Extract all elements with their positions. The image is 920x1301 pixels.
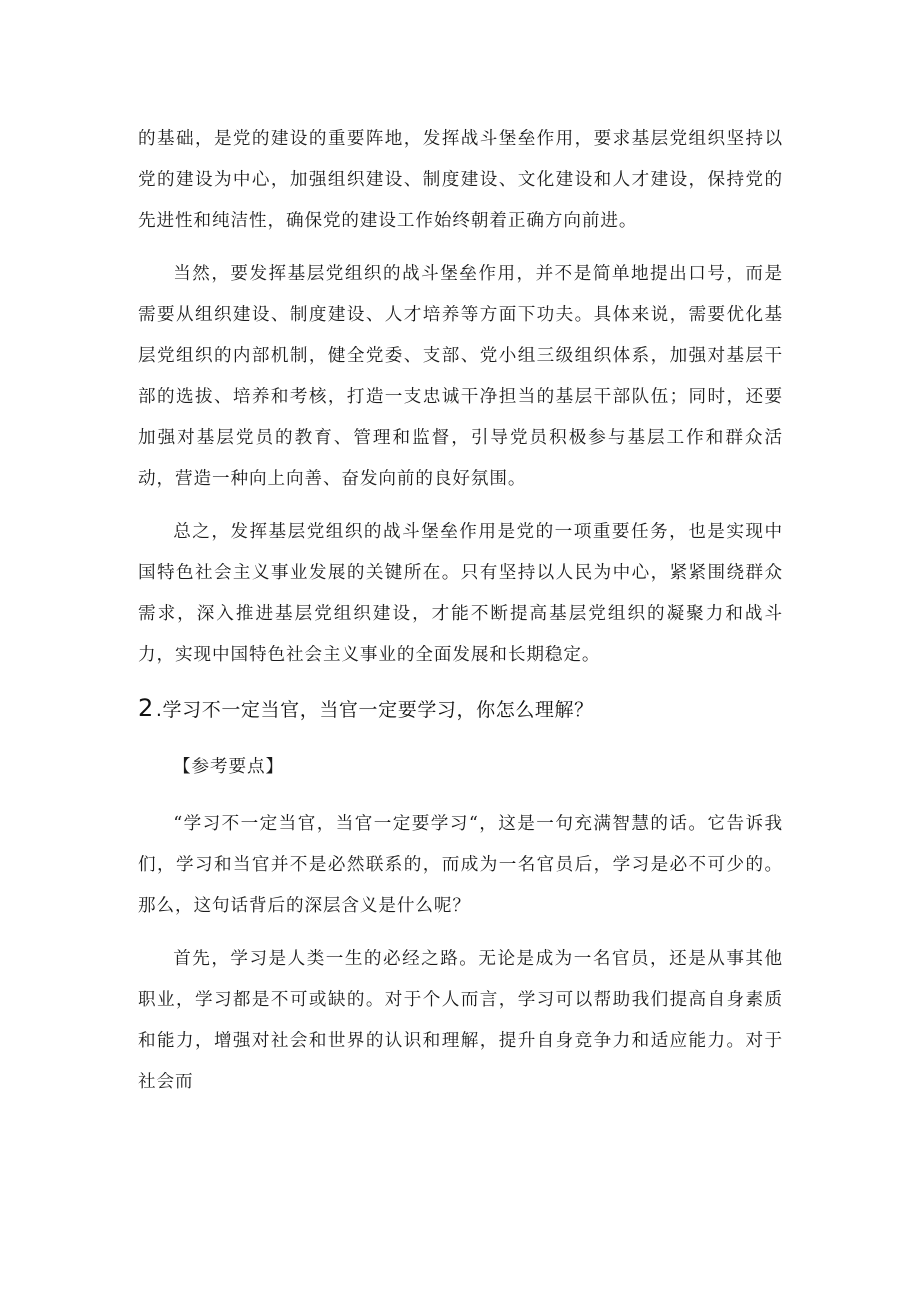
paragraph: 首先，学习是人类一生的必经之路。无论是成为一名官员，还是从事其他职业，学习都是不可或缺的。对于个人而言，学习可以帮助我们提高自身素质和能力，增强对社会和世界的认识和理解，提升自身竞争力和适应能力。对于社会而 [138, 949, 783, 1092]
reference-label: 【参考要点】 [173, 757, 284, 777]
question-number: 2 [138, 694, 154, 722]
question-heading [138, 688, 783, 731]
paragraph: 当然，要发挥基层党组织的战斗堡垒作用，并不是简单地提出口号，而是需要从组织建设、制度建设、人才培养等方面下功夫。具体来说，需要优化基层党组织的内部机制，健全党委、支部、党小组三级组织体系，加强对基层干部的选拔、培养和考核，打造一支忠诚干净担当的基层干部队伍；同时，还要加强对基层党员的教育、管理和监督，引导党员积极参与基层工作和群众活动，营造一种向上向善、奋发向前的良好氛围。 [138, 264, 783, 489]
paragraph: “学习不一定当官，当官一定要学习“，这是一句充满智慧的话。它告诉我们，学习和当官并不是必然联系的，而成为一名官员后，学习是必不可少的。那么，这句话背后的深层含义是什么呢？ [138, 814, 783, 916]
paragraph: 总之，发挥基层党组织的战斗堡垒作用是党的一项重要任务，也是实现中国特色社会主义事业发展的关键所在。只有坚持以人民为中心，紧紧围绕群众需求，深入推进基层党组织建设，才能不断提高基层党组织的凝聚力和战斗力，实现中国特色社会主义事业的全面发展和长期稳定。 [138, 522, 783, 665]
question-text: .学习不一定当官，当官一定要学习，你怎么理解？ [155, 699, 594, 721]
paragraph-continuation: 的基础，是党的建设的重要阵地，发挥战斗堡垒作用，要求基层党组织坚持以党的建设为中心，加强组织建设、制度建设、文化建设和人才建设，保持党的先进性和纯洁性，确保党的建设工作始终朝着正确方向前进。 [138, 129, 783, 231]
document-body [138, 119, 783, 1115]
